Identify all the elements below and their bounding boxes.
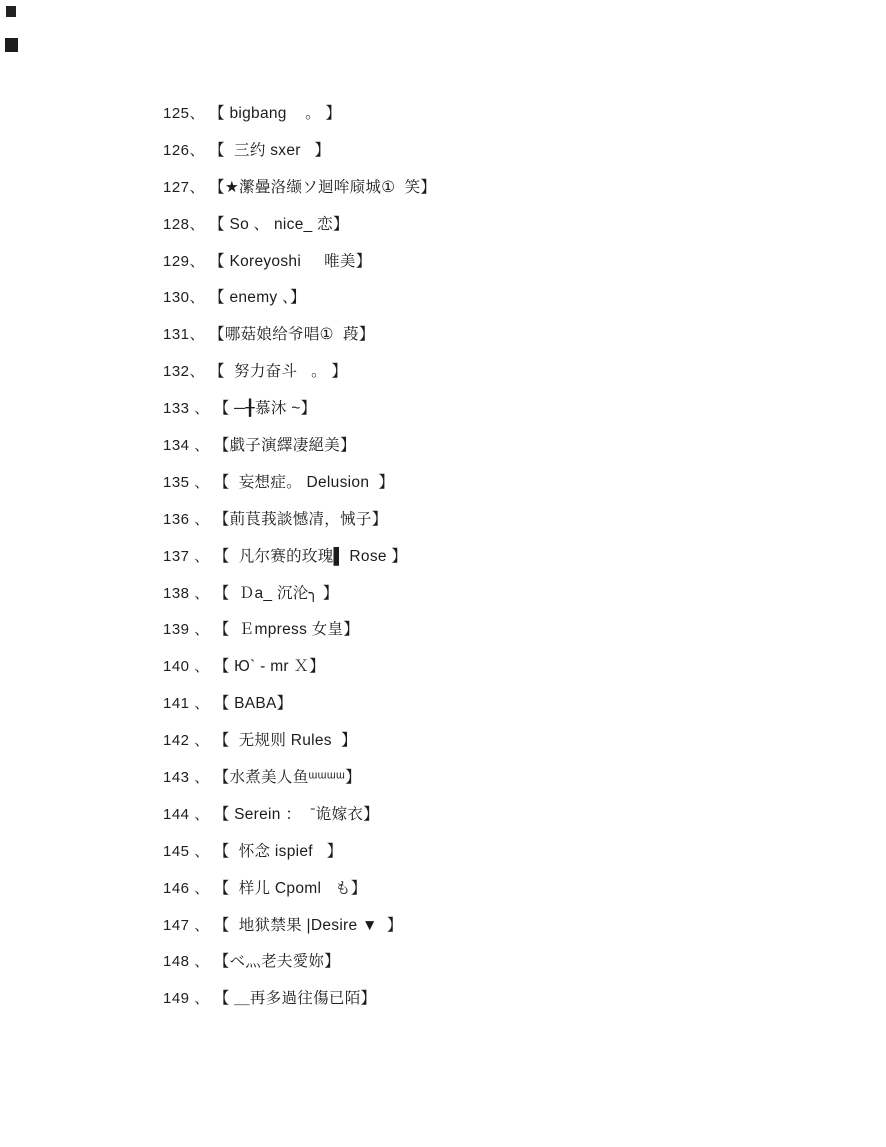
item-number: 140 、 [163,658,210,676]
item-number: 132、 [163,363,206,381]
item-text: 【 怀念 ispief 】 [213,842,343,860]
item-text: 【 Koreyoshi 唯美】 [209,252,372,270]
item-number: 143 、 [163,769,210,787]
list-item [163,989,846,1026]
list-item [163,252,846,289]
item-text: 【水煮美人鱼ᵚᵚᵚᵚ】 [213,769,362,787]
list-item [163,952,846,989]
item-text: 【★瀿曡洛缬ソ迴哞庼城① 笑】 [209,178,437,196]
list-item [163,141,846,178]
item-text: 【 努力奋斗 。 】 [209,363,348,381]
item-text: 【 ─╂慕沐 ~】 [213,400,317,418]
list-item [163,842,846,879]
list-item [163,215,846,252]
list-item [163,805,846,842]
item-number: 130、 [163,289,206,307]
list-item [163,879,846,916]
item-text: 【 无规则 Rules 】 [213,732,357,750]
nickname-list [163,104,846,1026]
item-text: 【 妄想症。 Delusion 】 [213,473,395,491]
item-number: 128、 [163,215,206,233]
item-number: 135 、 [163,473,210,491]
item-text: 【 bigbang 。 】 [209,105,342,122]
list-item [163,584,846,621]
item-text: 【 enemy 、】 [209,289,306,307]
item-text: 【ベ灬老夫愛妳】 [213,953,341,971]
list-item [163,104,846,141]
list-item [163,362,846,399]
item-text: 【 So 、 nice_ 恋】 [209,215,349,233]
list-item [163,436,846,473]
item-text: 【戱子演繹凄絕美】 [213,437,356,455]
item-number: 147 、 [163,916,210,934]
item-number: 125、 [163,105,206,122]
item-number: 148 、 [163,953,210,971]
list-item [163,768,846,805]
item-text: 【萴茛莪談憾凊，悈子】 [213,510,388,528]
item-number: 145 、 [163,842,210,860]
item-number: 144 、 [163,805,210,823]
item-text: 【 三约 sxer 】 [209,141,331,159]
item-text: 【 Ю` - mr Ｘ】 [213,658,326,676]
item-number: 131、 [163,326,206,344]
corner-mark-icon [6,6,16,17]
item-number: 149 、 [163,990,210,1008]
item-text: 【 Ｄa_ 沉沦╮ 】 [213,584,339,602]
list-item [163,325,846,362]
item-number: 134 、 [163,437,210,455]
list-item [163,731,846,768]
item-number: 139 、 [163,621,210,639]
list-item [163,916,846,953]
item-text: 【 Serein ： ˉ诡嫁衣】 [213,805,379,823]
item-number: 136 、 [163,510,210,528]
list-item [163,178,846,215]
list-item [163,547,846,584]
list-item [163,657,846,694]
item-number: 142 、 [163,732,210,750]
item-text: 【 BABA】 [213,695,293,713]
list-item [163,399,846,436]
item-text: 【 凡尔赛的玫瑰▌ Rose 】 [213,547,408,565]
item-text: 【 样儿 Cpoml も】 [213,879,367,897]
item-text: 【 地狱禁果 |Desire ▼ 】 [213,916,403,934]
item-number: 126、 [163,141,206,159]
item-number: 129、 [163,252,206,270]
item-number: 141 、 [163,695,210,713]
list-item [163,510,846,547]
item-number: 137 、 [163,547,210,565]
item-number: 127、 [163,178,206,196]
list-item [163,694,846,731]
list-item [163,473,846,510]
corner-mark-icon [5,38,18,52]
item-text: 【 ＿再多過往傷已陌】 [213,990,377,1008]
item-number: 146 、 [163,879,210,897]
item-text: 【哪菇娘给爷唱① 葮】 [209,326,375,344]
item-number: 133 、 [163,400,210,418]
item-text: 【 Ｅmpress 女皇】 [213,621,360,639]
list-item [163,620,846,657]
list-item [163,288,846,325]
item-number: 138 、 [163,584,210,602]
